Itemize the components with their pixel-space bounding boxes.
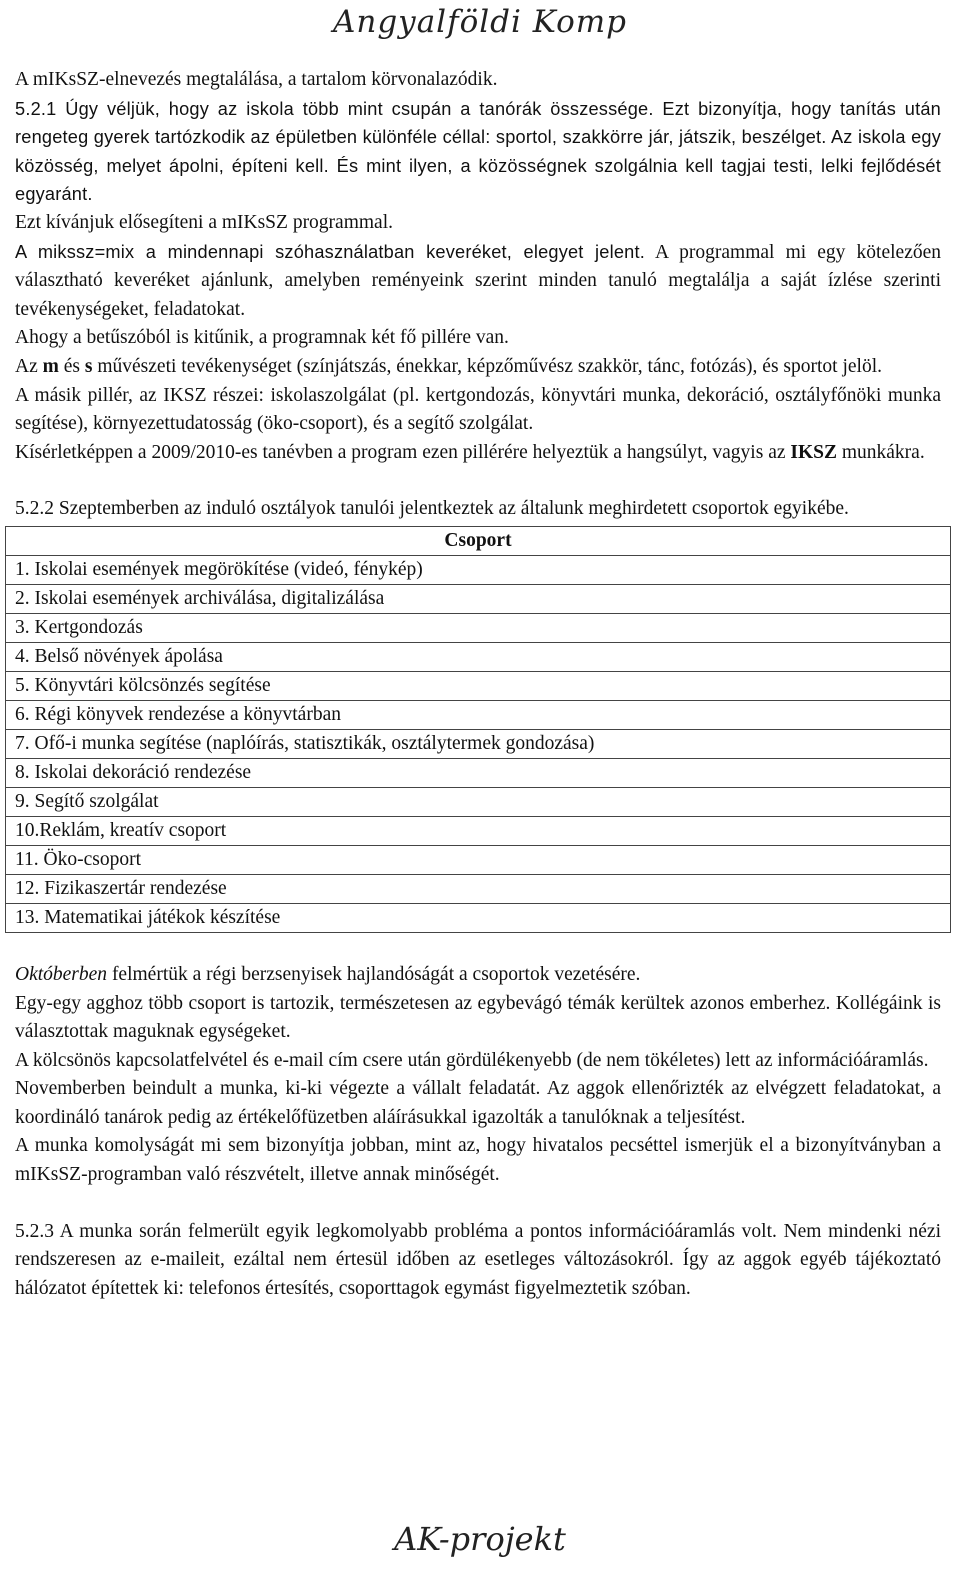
paragraph-5-2-3: 5.2.3 A munka során felmerült egyik legkomolyabb probléma a pontos információáramlás volt. Nem mindenki nézi rendszeresen az e-maileit, ezáltal nem értesül időben az esetleges változásokról. Így az aggok egyéb tájékoztató hálózatot építettek ki: telefonos értesítés, csoporttagok egymást figyelmeztetik szóban. (15, 1220, 941, 1299)
paragraph-experiment (15, 439, 941, 468)
text-span: munkákra. (836, 441, 925, 463)
text-span: és (58, 355, 85, 377)
table-row (6, 845, 951, 874)
table-cell: 6. Régi könyvek rendezése a könyvtárban (6, 700, 951, 729)
table-cell: 12. Fizikaszertár rendezése (6, 874, 951, 903)
bold-s: s (84, 355, 93, 377)
paragraph-seriousness: A munka komolyságát mi sem bizonyítja jobban, mint az, hogy hivatalos pecséttel ismerjük el a bizonyítványban a mIKsSZ-programban való részvételt, illetve annak minőségét. (15, 1135, 941, 1186)
bold-m: m (42, 355, 59, 377)
table-cell: 3. Kertgondozás (6, 613, 951, 642)
paragraph-5-2-2: 5.2.2 Szeptemberben az induló osztályok tanulói jelentkeztek az általunk meghirdetett csoportok egyikébe. (15, 498, 849, 520)
bold-iksz: IKSZ (790, 441, 837, 463)
document-body (15, 66, 941, 1303)
table-cell: 10.Reklám, kreatív csoport (6, 816, 951, 845)
program-offer: A programmal mi egy kötelezően választható keveréket ajánlunk, amelyben reményeink szerint minden tanuló megtalálja a saját ízlése szerinti tevékenységeket, feladatokat. (15, 241, 941, 320)
paragraph-mikssz-goal: Ezt kívánjuk elősegíteni a mIKsSZ programmal. (15, 211, 393, 233)
paragraph-ms-pillar (15, 353, 941, 382)
table-cell: 4. Belső növények ápolása (6, 642, 951, 671)
paragraph-intro: A mIKsSZ-elnevezés megtalálása, a tartalom körvonalazódik. (15, 69, 498, 90)
table-cell: 5. Könyvtári kölcsönzés segítése (6, 671, 951, 700)
text-span: felmértük a régi berzsenyisek hajlandóságát a csoportok vezetésére. (107, 963, 641, 985)
group-table (5, 526, 951, 933)
table-row (6, 671, 951, 700)
table-header-cell: Csoport (6, 526, 951, 555)
paragraph-5-2-1: 5.2.1 Úgy véljük, hogy az iskola több mint csupán a tanórák összessége. Ezt bizonyítja, hogy tanítás után rengeteg gyerek tartózkodik az épületben különféle céllal: sportol, szakkörre jár, játszik, beszélget. Az iskola egy közösség, melyet ápolni, építeni kell. És mint ilyen, a közösségnek szolgálnia kell tagjai testi, lelki fejlődését egyaránt. (15, 98, 941, 205)
footer-logo: AK-projekt (394, 1520, 566, 1558)
table-cell: 7. Ofő-i munka segítése (naplóírás, statisztikák, osztálytermek gondozása) (6, 729, 951, 758)
table-row (6, 729, 951, 758)
header-logo: Angyalföldi Komp (332, 4, 627, 40)
paragraph-november: Novemberben beindult a munka, ki-ki végezte a vállalt feladatát. Az aggok ellenőrizték az elvégzett feladatokat, a koordináló tanárok pedig az értékelőfüzetben aláírásukkal igazolták a tanulóknak a teljesítést. (15, 1078, 941, 1128)
table-row (6, 613, 951, 642)
table-cell: 11. Öko-csoport (6, 845, 951, 874)
table-row (6, 700, 951, 729)
table-cell: 13. Matematikai játékok készítése (6, 903, 951, 932)
table-cell: 9. Segítő szolgálat (6, 787, 951, 816)
paragraph-two-pillars: Ahogy a betűszóból is kitűnik, a programnak két fő pillére van. (15, 327, 509, 349)
text-span: Kísérletképpen a 2009/2010-es tanévben a program ezen pillérére helyeztük a hangsúlyt, vagyis az (15, 441, 791, 463)
table-row (6, 642, 951, 671)
paragraph-iksz-pillar: A másik pillér, az IKSZ részei: iskolaszolgálat (pl. kertgondozás, könyvtári munka, dekoráció, osztályfőnöki munka segítése), környezettudatosság (öko-csoport), és a segítő szolgálat. (15, 384, 941, 435)
paragraph-groups-per-mentor: Egy-egy agghoz több csoport is tartozik, természetesen az egybevágó témák kerültek azonos emberhez. Kollégáink is választottak maguknak egységeket. (15, 992, 941, 1043)
mix-definition: A mikssz=mix a mindennapi szóhasználatban keveréket, elegyet jelent. (15, 241, 645, 262)
table-cell: 2. Iskolai események archiválása, digitalizálása (6, 584, 951, 613)
table-row (6, 584, 951, 613)
table-row (6, 555, 951, 584)
table-cell: 1. Iskolai események megörökítése (videó, fénykép) (6, 555, 951, 584)
table-row (6, 874, 951, 903)
table-row (6, 903, 951, 932)
spacer (15, 1190, 941, 1218)
table-cell: 8. Iskolai dekoráció rendezése (6, 758, 951, 787)
paragraph-contact: A kölcsönös kapcsolatfelvétel és e-mail cím csere után gördülékenyebb (de nem tökéletes) lett az információáramlás. (15, 1049, 929, 1071)
table-row (6, 758, 951, 787)
paragraph-october (15, 961, 941, 990)
table-header-row (6, 526, 951, 555)
paragraph-mix-meaning (15, 238, 941, 325)
text-span: Az (15, 355, 43, 377)
spacer (15, 933, 941, 961)
text-span: művészeti tevékenységet (színjátszás, énekkar, képzőművész szakkör, tánc, fotózás), és sportot jelöl. (92, 355, 882, 377)
table-row (6, 816, 951, 845)
italic-october: Októberben (15, 963, 108, 985)
spacer (15, 467, 941, 495)
table-row (6, 787, 951, 816)
